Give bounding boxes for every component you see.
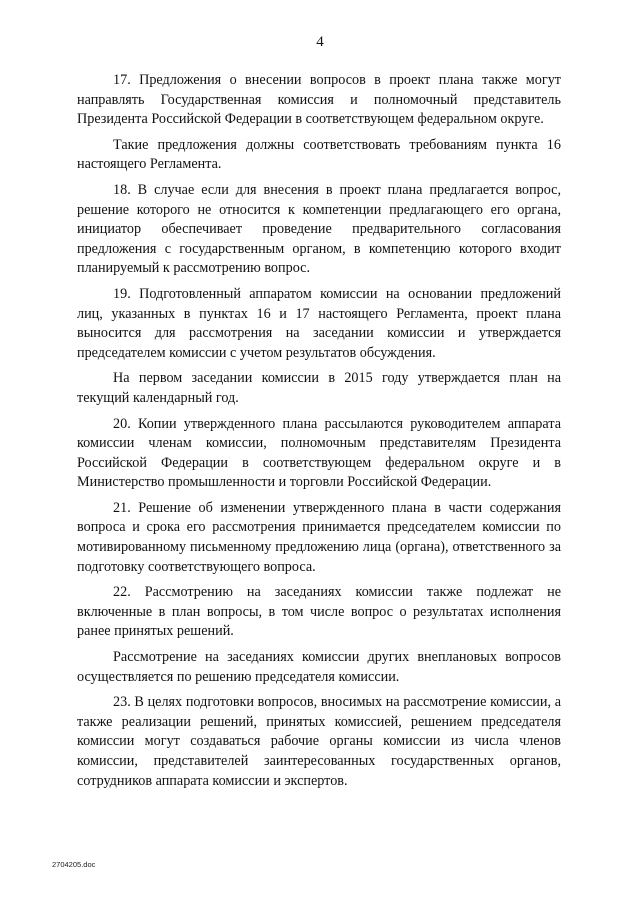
paragraph-18: 18. В случае если для внесения в проект плана предлагается вопрос, решение которого не относится к компетенции предлагающего его органа, инициатор обеспечивает проведение предварительного согласования предложения с государственным органом, в компетенцию которого входит планируемый к рассмотрению вопрос. <box>77 181 561 277</box>
file-name-footer: 2704205.doc <box>52 860 96 869</box>
paragraph-19-note: На первом заседании комиссии в 2015 году утверждается план на текущий календарный год. <box>77 370 561 406</box>
paragraph-23: 23. В целях подготовки вопросов, вносимых на рассмотрение комиссии, а также реализации решений, принятых комиссией, решением председателя комиссии могут создаваться рабочие органы комиссии из числа членов комиссии, представителей заинтересованных государственных органов, сотрудников аппарата комиссии и экспертов. <box>77 694 561 789</box>
paragraph-22-note: Рассмотрение на заседаниях комиссии других внеплановых вопросов осуществляется по решению председателя комиссии. <box>77 649 561 685</box>
paragraph-20: 20. Копии утвержденного плана рассылаются руководителем аппарата комиссии членам комиссии, полномочным представителям Президента Российской Федерации в соответствующем федеральном округе и в Министерство промышленности и торговли Российской Федерации. <box>77 415 561 491</box>
paragraph-22: 22. Рассмотрению на заседаниях комиссии также подлежат не включенные в план вопросы, в том числе вопрос о результатах исполнения ранее принятых решений. <box>77 584 561 640</box>
document-body <box>77 71 561 797</box>
paragraph-17-note: Такие предложения должны соответствовать требованиям пункта 16 настоящего Регламента. <box>77 136 561 173</box>
page-number: 4 <box>316 34 324 50</box>
paragraph-17: 17. Предложения о внесении вопросов в проект плана также могут направлять Государственная комиссия и полномочный представитель Президента Российской Федерации в соответствующем федеральном округе. <box>77 72 561 128</box>
paragraph-21: 21. Решение об изменении утвержденного плана в части содержания вопроса и срока его рассмотрения принимается председателем комиссии по мотивированному письменному предложению лица (органа), ответственного за подготовку соответствующего вопроса. <box>77 499 561 575</box>
paragraph-19: 19. Подготовленный аппаратом комиссии на основании предложений лиц, указанных в пунктах 16 и 17 настоящего Регламента, проект плана выносится для рассмотрения на заседании комиссии и утверждается председателем комиссии с учетом результатов обсуждения. <box>77 285 561 361</box>
